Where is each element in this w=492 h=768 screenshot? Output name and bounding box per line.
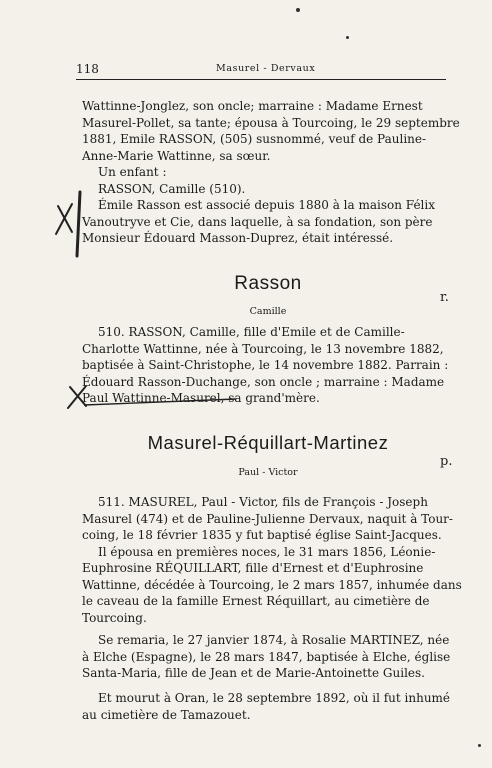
text-line: Vanoutryve et Cie, dans laquelle, à sa fondation, son père (82, 214, 433, 229)
paper-speck (478, 744, 481, 747)
children-label: Un enfant : (98, 165, 167, 179)
entry-511 (82, 494, 462, 626)
text-line: Il épousa en premières noces, le 31 mars 1856, Léonie- (98, 544, 436, 559)
text-line: Émile Rasson est associé depuis 1880 à la maison Félix (98, 198, 435, 212)
text-line: Charlotte Wattinne, née à Tourcoing, le 13 novembre 1882, (82, 341, 444, 356)
text-line: Tourcoing. (82, 610, 147, 625)
margin-letter: r. (440, 290, 449, 305)
running-head: Masurel - Dervaux (216, 63, 316, 74)
entry-510 (82, 324, 454, 407)
text-line: Paul Wattinne-Masurel, sa grand'mère. (82, 391, 320, 405)
text-line: 1881, Emile RASSON, (505) susnommé, veuf de Pauline- (82, 132, 427, 146)
text-line: Anne-Marie Wattinne, sa sœur. (82, 148, 271, 163)
text-line: coing, le 18 février 1835 y fut baptisé église Saint-Jacques. (82, 528, 442, 542)
header-rule (76, 79, 446, 80)
child-entry: RASSON, Camille (510). (98, 181, 246, 196)
section-title-rasson: Rasson (234, 273, 302, 294)
text-line: baptisée à Saint-Christophe, le 14 novembre 1882. Parrain : (82, 358, 449, 372)
text-line: Masurel-Pollet, sa tante; épousa à Tourcoing, le 29 septembre (82, 115, 460, 130)
paper-speck (296, 8, 300, 12)
text-line: le caveau de la famille Ernest Réquillart, au cimetière de (82, 594, 430, 608)
page-number: 118 (76, 62, 99, 76)
paper-speck (346, 36, 349, 39)
text-line: Masurel (474) et de Pauline-Julienne Dervaux, naquit à Tour- (82, 511, 453, 526)
text-line: à Elche (Espagne), le 28 mars 1847, baptisée à Elche, église (82, 649, 451, 664)
section-subtitle: Paul - Victor (238, 467, 298, 478)
remarriage-paragraph (82, 632, 454, 682)
section-subtitle: Camille (249, 306, 287, 317)
continuation-paragraph (82, 98, 460, 247)
text-line: Wattinne, décédée à Tourcoing, le 2 mars 1857, inhumée dans (82, 577, 462, 592)
text-line: au cimetière de Tamazouet. (82, 707, 251, 722)
text-line: Se remaria, le 27 janvier 1874, à Rosalie MARTINEZ, née (98, 633, 450, 647)
handwritten-x-mark-1 (56, 204, 72, 234)
death-paragraph (82, 690, 454, 723)
margin-letter: p. (440, 454, 453, 469)
text-line: Et mourut à Oran, le 28 septembre 1892, où il fut inhumé (98, 691, 451, 705)
text-line: Monsieur Édouard Masson-Duprez, était intéressé. (82, 231, 394, 245)
text-line: Santa-Maria, fille de Jean et de Marie-Antoinette Guiles. (82, 666, 425, 680)
handwritten-margin-bar (77, 192, 80, 256)
text-line: Euphrosine RÉQUILLART, fille d'Ernest et d'Euphrosine (82, 561, 424, 575)
section-title-masurel: Masurel-Réquillart-Martinez (147, 432, 389, 453)
text-line: Édouard Rasson-Duchange, son oncle ; marraine : Madame (82, 374, 445, 389)
text-line: 510. RASSON, Camille, fille d'Emile et de Camille- (98, 325, 405, 339)
page-header (76, 62, 442, 80)
text-line: 511. MASUREL, Paul - Victor, fils de François - Joseph (98, 495, 428, 509)
text-line: Wattinne-Jonglez, son oncle; marraine : Madame Ernest (82, 99, 423, 113)
